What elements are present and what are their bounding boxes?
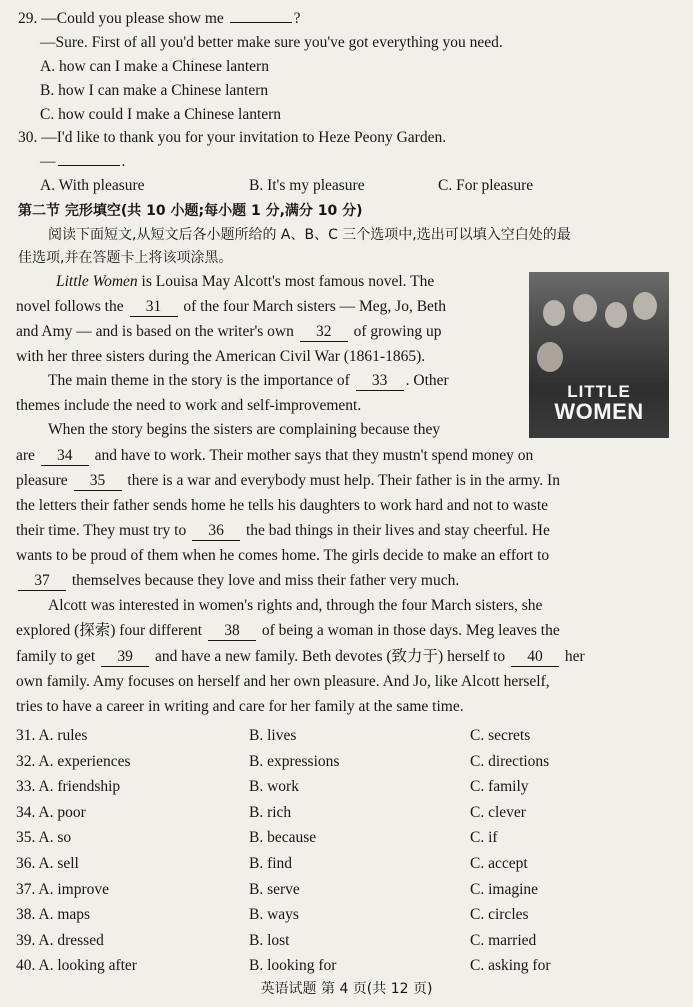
section-heading: 第二节 完形填空(共 10 小题;每小题 1 分,满分 10 分) bbox=[18, 203, 363, 219]
option-38-a: 38. A. maps bbox=[16, 906, 91, 923]
passage-line: the letters their father sends home he tells his daughters to work hard and not to waste bbox=[16, 497, 549, 514]
q30-option-b: B. It's my pleasure bbox=[249, 177, 365, 194]
passage-text: explored (探索) four different bbox=[16, 622, 203, 639]
blank-37: 37 bbox=[18, 572, 66, 591]
q30-period: . bbox=[121, 153, 126, 170]
option-35-a: 35. A. so bbox=[16, 829, 72, 846]
blank-34: 34 bbox=[41, 447, 89, 466]
page-footer: 英语试题 第 4 页(共 12 页) bbox=[260, 981, 433, 997]
passage-line bbox=[16, 646, 585, 668]
q29-option-b: B. how I can make a Chinese lantern bbox=[40, 82, 269, 99]
q30-blank bbox=[58, 165, 120, 166]
option-32-a: 32. A. experiences bbox=[16, 753, 131, 770]
passage-text: novel follows the bbox=[16, 298, 124, 315]
option-37-a: 37. A. improve bbox=[16, 881, 109, 898]
passage-text: and Amy — and is based on the writer's own bbox=[16, 323, 294, 340]
passage-text: the bad things in their lives and stay cheerful. He bbox=[245, 522, 550, 539]
option-40-a: 40. A. looking after bbox=[16, 957, 137, 974]
passage-text: of the four March sisters — Meg, Jo, Beth bbox=[183, 298, 446, 315]
poster-figure bbox=[537, 342, 563, 372]
q29-question bbox=[18, 8, 301, 30]
passage-line bbox=[56, 271, 434, 293]
passage-text: of being a woman in those days. Meg leaves the bbox=[261, 622, 560, 639]
passage-text: of growing up bbox=[353, 323, 442, 340]
passage-line bbox=[16, 321, 441, 343]
passage-line bbox=[16, 570, 459, 592]
blank-33: 33 bbox=[356, 372, 404, 391]
blank-36: 36 bbox=[192, 522, 240, 541]
option-36-c: C. accept bbox=[470, 855, 528, 872]
passage-line: themes include the need to work and self-improvement. bbox=[16, 397, 362, 414]
option-33-b: B. work bbox=[249, 778, 299, 795]
q30-reply bbox=[40, 151, 125, 173]
passage-text: family to get bbox=[16, 648, 96, 665]
poster-figure bbox=[633, 292, 657, 320]
option-35-c: C. if bbox=[470, 829, 498, 846]
passage-line: Alcott was interested in women's rights and, through the four March sisters, she bbox=[48, 597, 543, 614]
q29-stem: 29. —Could you please show me bbox=[18, 10, 224, 27]
passage-text: her bbox=[564, 648, 585, 665]
option-31-b: B. lives bbox=[249, 727, 297, 744]
q30-option-a: A. With pleasure bbox=[40, 177, 145, 194]
passage-line: with her three sisters during the American Civil War (1861-1865). bbox=[16, 348, 426, 365]
option-39-a: 39. A. dressed bbox=[16, 932, 104, 949]
poster-title bbox=[529, 382, 669, 422]
q30-question: 30. —I'd like to thank you for your invitation to Heze Peony Garden. bbox=[18, 129, 447, 146]
option-34-c: C. clever bbox=[470, 804, 526, 821]
passage-line bbox=[16, 470, 560, 492]
passage-text: their time. They must try to bbox=[16, 522, 187, 539]
passage-text: The main theme in the story is the importance of bbox=[48, 372, 350, 389]
poster-figure bbox=[573, 294, 597, 322]
option-35-b: B. because bbox=[249, 829, 317, 846]
q29-option-a: A. how can I make a Chinese lantern bbox=[40, 58, 269, 75]
poster-title-line2: WOMEN bbox=[554, 399, 644, 424]
passage-line: tries to have a career in writing and care for her family at the same time. bbox=[16, 698, 464, 715]
passage-line bbox=[48, 370, 449, 392]
q30-dash: — bbox=[40, 153, 56, 170]
poster-figure bbox=[543, 300, 565, 326]
book-title: Little Women bbox=[56, 273, 138, 290]
q30-option-c: C. For pleasure bbox=[438, 177, 534, 194]
option-36-a: 36. A. sell bbox=[16, 855, 79, 872]
passage-text: is Louisa May Alcott's most famous novel. The bbox=[137, 273, 435, 290]
passage-text: are bbox=[16, 447, 35, 464]
blank-32: 32 bbox=[300, 323, 348, 342]
option-31-c: C. secrets bbox=[470, 727, 531, 744]
passage-text: and have to work. Their mother says that they mustn't spend money on bbox=[94, 447, 534, 464]
q29-blank bbox=[230, 22, 292, 23]
option-33-a: 33. A. friendship bbox=[16, 778, 121, 795]
blank-35: 35 bbox=[74, 472, 122, 491]
option-38-b: B. ways bbox=[249, 906, 299, 923]
section-instruction-2: 佳选项,并在答题卡上将该项涂黑。 bbox=[18, 250, 233, 266]
passage-text: there is a war and everybody must help. Their father is in the army. In bbox=[127, 472, 560, 489]
passage-text: pleasure bbox=[16, 472, 68, 489]
passage-line: When the story begins the sisters are complaining because they bbox=[48, 421, 441, 438]
passage-text: and have a new family. Beth devotes (致力于) herself to bbox=[154, 648, 506, 665]
option-40-c: C. asking for bbox=[470, 957, 551, 974]
option-39-b: B. lost bbox=[249, 932, 290, 949]
blank-31: 31 bbox=[130, 298, 178, 317]
option-33-c: C. family bbox=[470, 778, 529, 795]
q29-stem-end: ? bbox=[293, 10, 301, 27]
option-39-c: C. married bbox=[470, 932, 537, 949]
option-32-c: C. directions bbox=[470, 753, 550, 770]
option-37-b: B. serve bbox=[249, 881, 300, 898]
option-32-b: B. expressions bbox=[249, 753, 340, 770]
section-instruction-1: 阅读下面短文,从短文后各小题所给的 A、B、C 三个选项中,选出可以填入空白处的最 bbox=[48, 227, 571, 243]
q29-option-c: C. how could I make a Chinese lantern bbox=[40, 106, 282, 123]
poster-figure bbox=[605, 302, 627, 328]
option-40-b: B. looking for bbox=[249, 957, 337, 974]
option-37-c: C. imagine bbox=[470, 881, 539, 898]
passage-line bbox=[16, 520, 550, 542]
option-38-c: C. circles bbox=[470, 906, 529, 923]
passage-line bbox=[16, 620, 560, 642]
blank-39: 39 bbox=[101, 648, 149, 667]
passage-text: . Other bbox=[405, 372, 449, 389]
passage-line: wants to be proud of them when he comes home. The girls decide to make an effort to bbox=[16, 547, 550, 564]
poster-title-line1: LITTLE bbox=[567, 382, 631, 401]
passage-text: themselves because they love and miss their father very much. bbox=[71, 572, 460, 589]
blank-40: 40 bbox=[511, 648, 559, 667]
passage-line: own family. Amy focuses on herself and her own pleasure. And Jo, like Alcott herself, bbox=[16, 673, 550, 690]
option-34-b: B. rich bbox=[249, 804, 292, 821]
little-women-poster-image bbox=[529, 272, 669, 438]
passage-line bbox=[16, 296, 446, 318]
option-34-a: 34. A. poor bbox=[16, 804, 86, 821]
passage-line bbox=[16, 445, 533, 467]
option-31-a: 31. A. rules bbox=[16, 727, 88, 744]
option-36-b: B. find bbox=[249, 855, 293, 872]
blank-38: 38 bbox=[208, 622, 256, 641]
q29-reply: —Sure. First of all you'd better make sure you've got everything you need. bbox=[40, 34, 503, 51]
